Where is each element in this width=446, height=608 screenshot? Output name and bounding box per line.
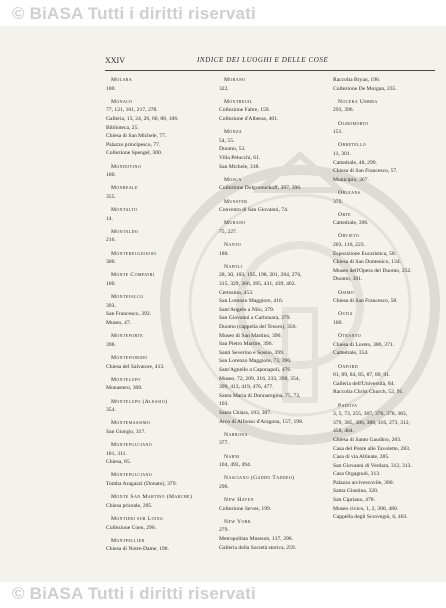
running-head: INDICE DEI LUOGHI E DELLE COSE [197, 56, 329, 64]
index-line: 54, 55. [219, 137, 235, 144]
index-line: Municipio, 367. [333, 176, 369, 183]
index-heading: Monreale [111, 185, 138, 192]
index-column-1 [106, 76, 210, 554]
index-line: Santa Chiara, 103, 307. [219, 409, 272, 416]
index-heading: Monte San Martino (Marche) [111, 494, 193, 501]
index-heading: Osimo [338, 289, 355, 296]
index-line: Cattedrale, 354. [333, 350, 369, 357]
index-heading: New Haven [224, 497, 254, 504]
index-line: Museo civico, 1, 2, 300, 480. [333, 505, 399, 512]
index-line: Casa di via Altinate, 285. [333, 454, 390, 461]
index-heading: Oxford [338, 363, 358, 370]
index-line: San Francesco, 392. [106, 311, 152, 318]
index-heading: Montpellier [111, 537, 145, 544]
index-heading: Molara [111, 77, 133, 83]
index-line: Casa Orgagnoli, 313. [333, 471, 381, 478]
index-line: Duomo, 53. [219, 146, 246, 153]
index-heading: Montieri sur Loing [111, 516, 164, 523]
index-line: 81, 89, 84, 85, 87, 89, 91. [333, 372, 391, 379]
index-line: San Lorenzo Maggiore, 416. [219, 298, 284, 305]
index-line: Collezione Fabre, 159. [219, 107, 270, 114]
index-line: 393. [106, 302, 116, 309]
index-line: 11, 301. [333, 150, 351, 157]
index-line: 293, 396. [333, 107, 354, 114]
index-line: Collezione Jarves, 199. [219, 505, 272, 512]
index-line: Duomo (cappella del Tesoro), 356. [219, 324, 297, 330]
index-line: Chiesa di San Domenico, 134. [333, 259, 402, 266]
index-line: Sant'Agnello a Caponapoli, 476. [219, 366, 292, 373]
index-heading: Nasciano (Gaddo Taddeo) [224, 475, 295, 482]
index-line: San Giovanni a Carbonara, 379. [219, 315, 291, 322]
index-line: 300. [106, 259, 116, 266]
index-line: 100. [106, 281, 116, 288]
index-line: Arco di Alfonso d'Aragona, 157, 198. [219, 418, 304, 425]
index-heading: Murano [224, 220, 246, 227]
index-line: 3, 5, 73, 255, 307, 376, 378, 383, [333, 411, 408, 418]
index-line: 377. [219, 440, 229, 447]
index-heading: Montemassimo [111, 420, 151, 427]
index-line: Collezione Dolgorouckoff, 397, 396. [219, 185, 302, 192]
index-line: Casa del Ponte alle Tavolette, 283. [333, 445, 411, 452]
index-line: Sant'Angelo a Nilo, 379. [219, 306, 275, 313]
index-line: Chiesa di Loreto, 386, 371. [333, 341, 395, 348]
index-line: Chiesa, 85. [106, 459, 132, 466]
index-line: 315, 329, 366, 395, 431, 439, 462. [219, 281, 296, 288]
index-heading: Munster [224, 198, 248, 205]
index-line: Raccolta Bryan, 196. [333, 77, 381, 83]
index-line: Chiesa priorale, 295. [106, 502, 153, 509]
index-heading: Orleans [338, 189, 361, 196]
index-line: 100. [333, 320, 343, 326]
index-heading: Narbona [224, 431, 248, 438]
index-line: Chiesa di Santo Gaudino, 283. [333, 436, 402, 443]
index-heading: Mosca [224, 176, 242, 183]
index-heading: Padova [338, 402, 358, 409]
index-line: Chiesa di San Francesco, 57. [333, 168, 398, 175]
index-line: Galleria della Società storica, 259. [219, 544, 297, 551]
index-line: 399, 413, 419, 476, 477. [219, 384, 274, 391]
index-heading: Orte [338, 211, 351, 218]
index-heading: Montebelgioioso [111, 250, 157, 257]
index-line: 104, 493, 494. [219, 462, 252, 469]
index-line: Collezione Spengel, 300. [106, 150, 163, 157]
index-line: Collezione De Morgan, 235. [333, 85, 397, 92]
index-heading: Montefiorido [111, 354, 148, 361]
index-line: 77, 121, 161, 217, 278. [106, 107, 158, 114]
index-line: 216. [106, 237, 116, 244]
watermark-bottom: © BiASA Tutti i diritti riservati [12, 584, 256, 603]
index-heading: Ostia [338, 311, 353, 318]
index-line: Collezione Coen, 296. [106, 524, 157, 531]
index-line: Chiesa di Notre-Dame, 198. [106, 546, 169, 553]
index-line: San Giorgio, 317. [106, 428, 146, 435]
index-line: Monastero, 300. [106, 385, 143, 392]
index-line: 151. [333, 129, 343, 136]
index-line: Convento di San Giovanni, 74. [219, 207, 289, 214]
page-number: XXIV [105, 56, 125, 65]
index-line: Metropolitan Museum, 137, 396. [219, 536, 293, 543]
index-line: Galleria, 13, 24, 26, 60, 88, 106. [106, 115, 179, 122]
index-line: Museo, 47. [106, 320, 132, 326]
index-line: Museo di San Martino, 390. [219, 332, 282, 339]
index-heading: Narni [224, 453, 240, 460]
index-line: Palazzo arcivescovile, 300. [333, 479, 394, 486]
index-line: 103. [219, 401, 229, 408]
index-heading: Montelupo (Alessio) [111, 398, 168, 405]
index-line: 203, 116, 223. [333, 242, 365, 249]
index-line: 379. [333, 198, 343, 205]
index-heading: Montreuil [224, 98, 253, 105]
index-line: Villa Pelucchi, 61. [219, 154, 261, 161]
index-line: Santa Giustina, 320. [333, 488, 379, 495]
index-line: San Cipriano, 478. [333, 497, 375, 504]
index-heading: Olmomorto [338, 120, 369, 127]
index-column-3 [333, 76, 437, 522]
index-line: Biblioteca, 25. [106, 124, 139, 131]
index-line: Cappella degli Scrovegni, 6, 463. [333, 514, 408, 521]
index-line: 180. [219, 250, 229, 257]
index-heading: Orbetello [338, 142, 367, 149]
watermark-band-top [0, 0, 446, 26]
index-line: Museo dell'Opera del Duomo, 252. [333, 267, 412, 274]
index-heading: New York [224, 518, 252, 525]
index-line: 355. [106, 193, 116, 200]
index-heading: Montepulciano [111, 472, 153, 479]
index-heading: Montaldo [111, 228, 139, 235]
page-header [105, 56, 435, 68]
index-line: Chiesa di San Francesco, 58. [333, 298, 398, 305]
index-line: 28, 30, 103, 195, 198, 201, 204, 276, [219, 272, 302, 279]
index-line: Collezione d'Alberas, 401. [219, 115, 279, 122]
index-heading: Monteforte [111, 333, 144, 340]
index-line: 322. [219, 85, 229, 92]
header-rule [105, 70, 435, 71]
index-line: Palazzo principesco, 77. [106, 141, 161, 148]
index-line: 279. [219, 527, 229, 534]
index-line: 458, 464. [333, 428, 354, 435]
index-heading: Otranto [338, 333, 361, 340]
index-line: 181, 311. [106, 450, 127, 457]
index-line: Cattedrale, 396. [333, 220, 369, 227]
index-line: Santi Severino e Sossio, 399. [219, 349, 285, 356]
index-line: Esposizione Eucaristica, 58. [333, 250, 397, 257]
index-heading: Morano [224, 77, 246, 83]
index-heading: Napoli [224, 263, 243, 270]
index-line: San Giovanni di Verdara, 312, 313. [333, 462, 412, 469]
index-line: Museo, 72, 209, 216, 233, 390, 354, [219, 375, 300, 382]
index-heading: Nocera Umbra [338, 98, 378, 105]
index-line: Galleria dell'Università, 84. [333, 380, 395, 387]
index-line: 398. [106, 341, 116, 348]
index-line: San Lorenzo Maggiore, 73, 390. [219, 358, 292, 365]
index-heading: Montefalco [111, 294, 144, 301]
index-line: 354. [106, 407, 116, 414]
index-heading: Montelupo [111, 376, 141, 383]
index-line: Chiesa di San Michele, 77. [106, 133, 167, 140]
index-line: Certosino, 453. [219, 289, 254, 296]
index-heading: Orvieto [338, 233, 360, 240]
index-line: Tomba Aragazzi (Donato), 379. [106, 481, 177, 488]
index-column-2 [219, 76, 323, 552]
index-heading: Monza [224, 129, 243, 136]
index-line: Chiesa del Salvatore, 413. [106, 363, 165, 370]
index-heading: Mondovino [111, 163, 142, 170]
index-line: 14. [106, 215, 113, 222]
index-line: San Pietro Martire, 396. [219, 341, 273, 348]
watermark-top: © BiASA Tutti i diritti riservati [12, 4, 256, 23]
index-heading: Monaco [111, 98, 133, 105]
index-line: 75, 227. [219, 228, 238, 235]
index-heading: Nanto [224, 242, 242, 249]
index-line: Santa Maria di Donnaregina, 75, 73, [219, 392, 301, 399]
index-heading: Montalto [111, 207, 138, 214]
index-line: Cattedrale, 48, 299. [333, 159, 377, 166]
index-line: Raccolta Christ Church, 52, 91. [333, 389, 404, 396]
index-line: 100. [106, 172, 116, 179]
index-line: 100. [106, 85, 116, 92]
watermark-band-bottom [0, 582, 446, 608]
index-line: Duomo, 301. [333, 276, 363, 283]
index-line: 296. [219, 483, 229, 490]
index-heading: Monte Compatri [111, 272, 155, 279]
index-heading: Montepulciano [111, 442, 153, 449]
index-line: 379, 385, 386, 388, 316, 273, 312, [333, 419, 410, 426]
index-line: San Michele, 318. [219, 163, 260, 170]
